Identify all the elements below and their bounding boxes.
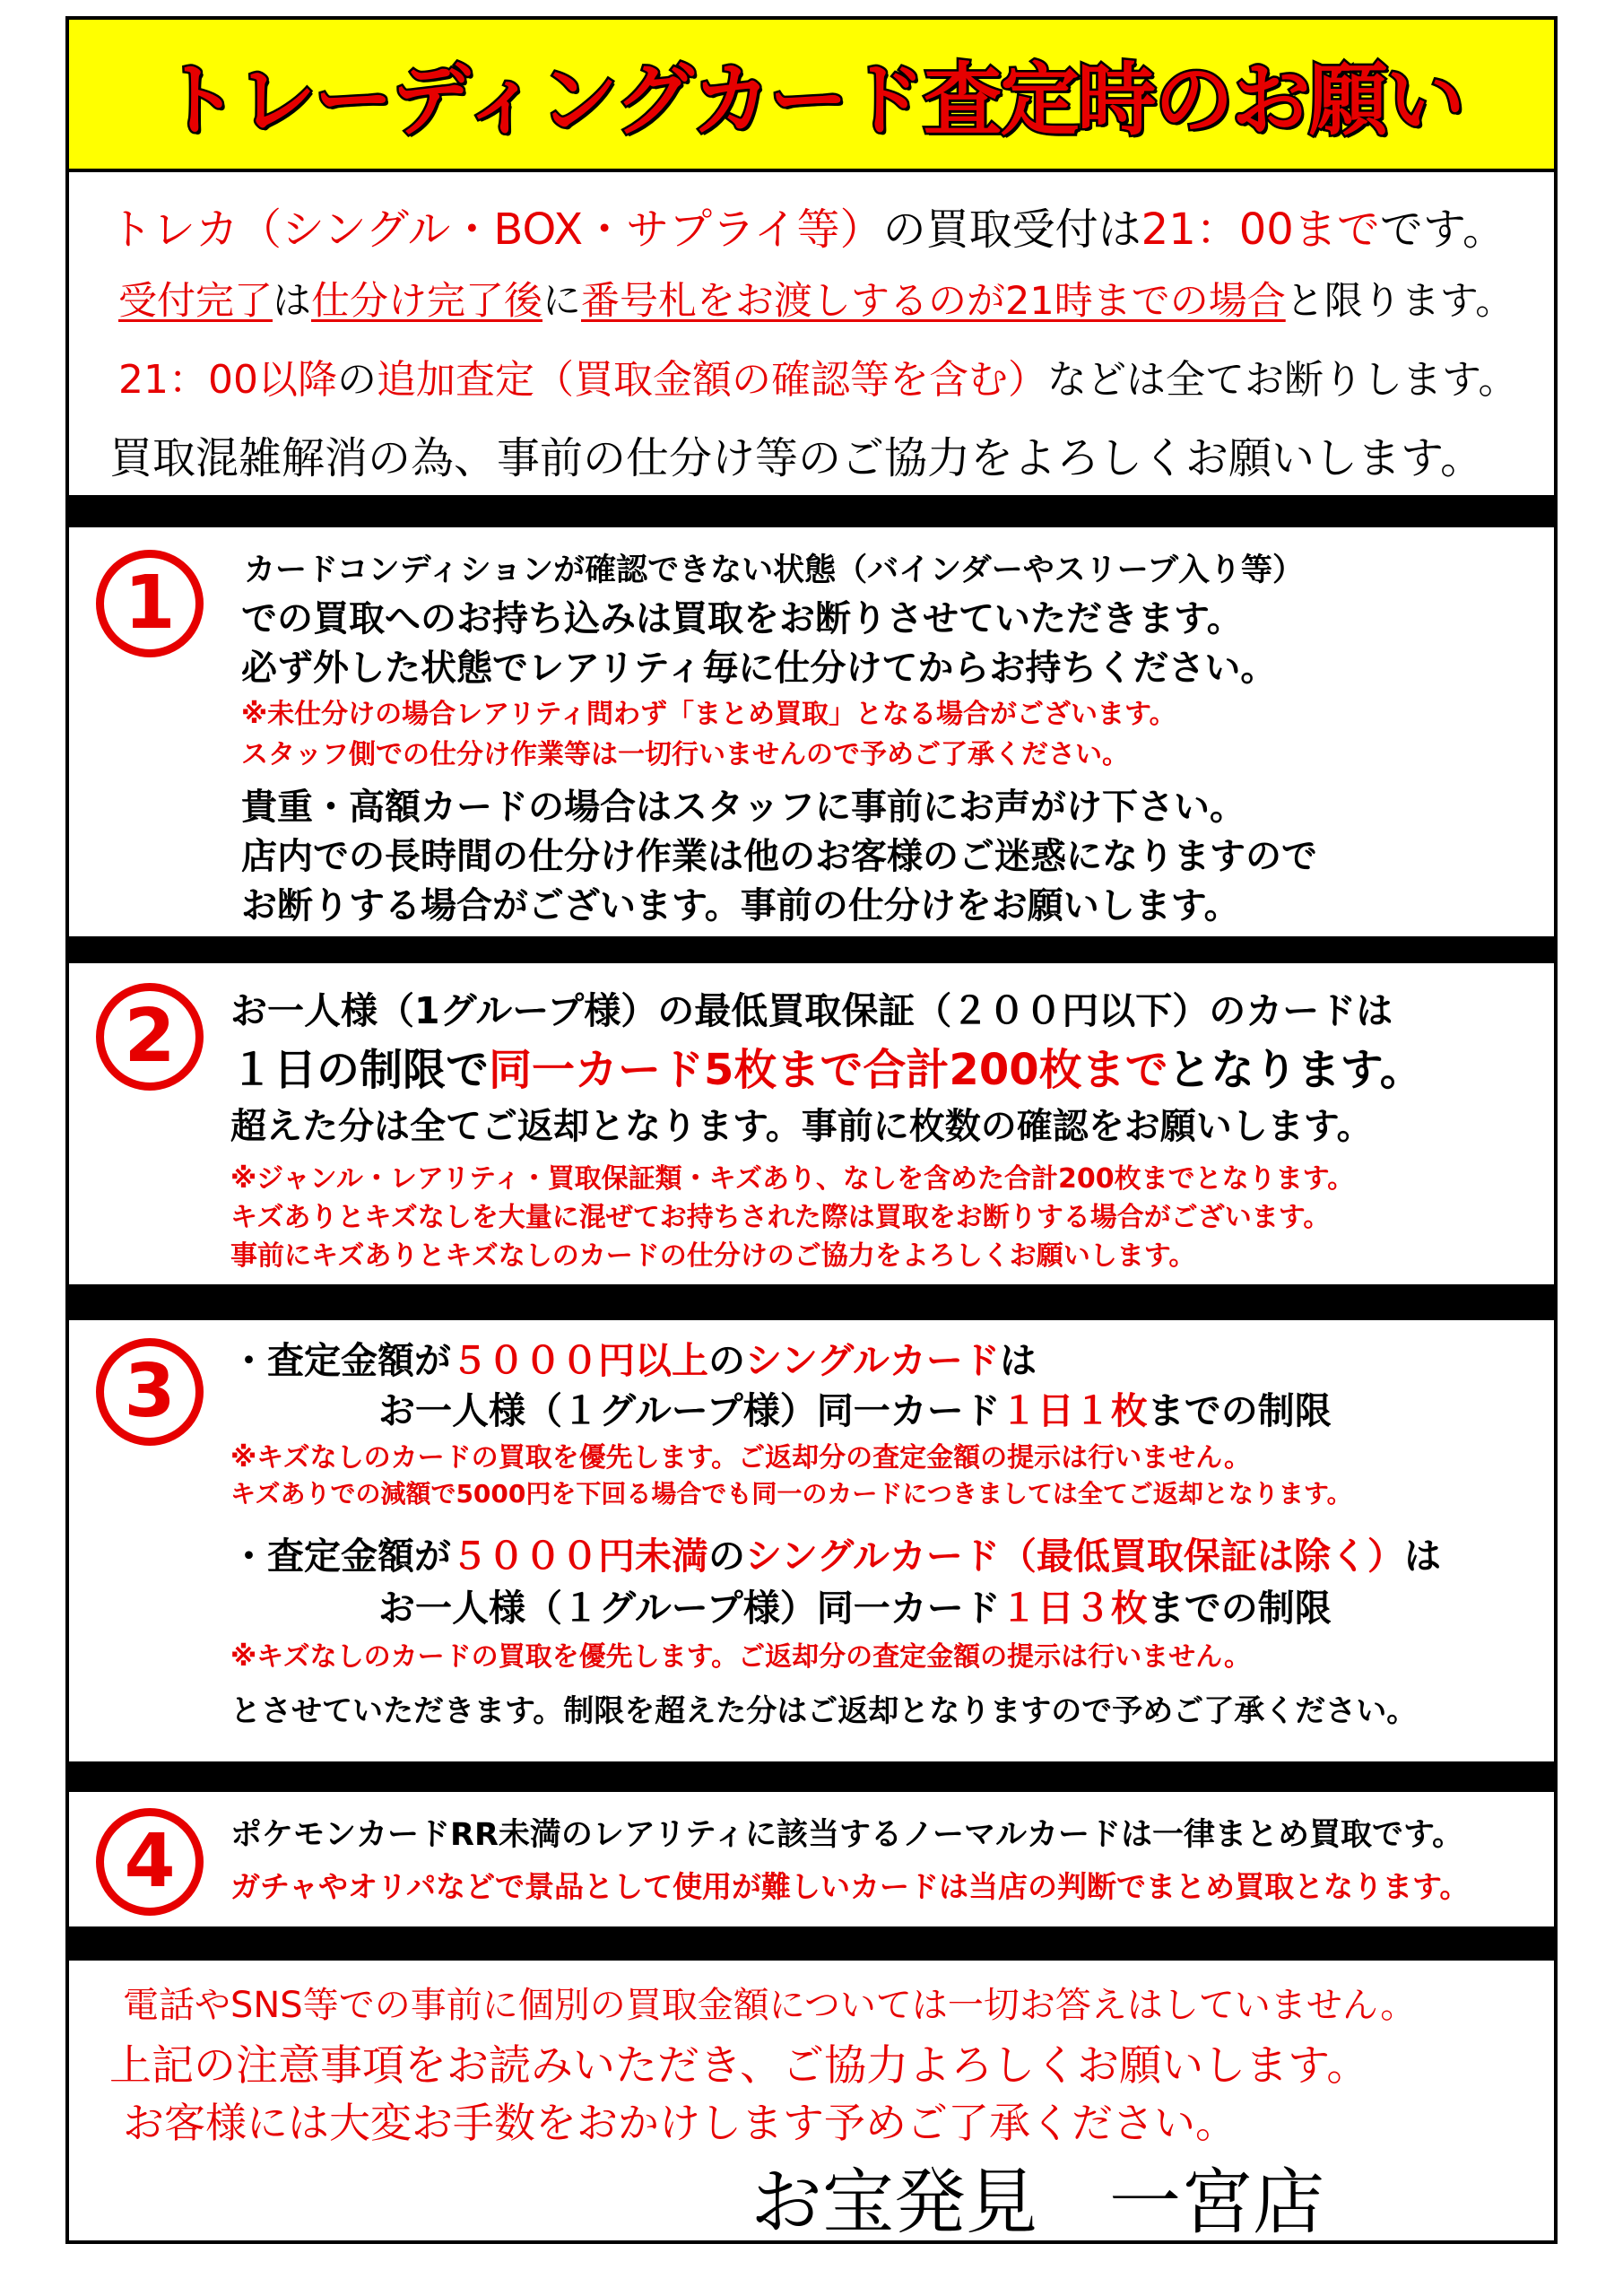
section-4 bbox=[69, 1792, 1554, 1926]
section-3-a-1-c: の bbox=[708, 1339, 745, 1382]
divider-bar bbox=[69, 1284, 1554, 1320]
section-3-a-1-b: ５０００円以上 bbox=[451, 1339, 708, 1382]
section-1-number: 1 bbox=[96, 550, 204, 657]
section-2-line-1: お一人様（1グループ様）の最低買取保証（２００円以下）のカードは bbox=[230, 989, 1393, 1032]
section-2-number: 2 bbox=[96, 983, 204, 1091]
section-3-a-note-2: キズありでの減額で5000円を下回る場合でも同一のカードにつきましては全てご返却となります。 bbox=[230, 1479, 1352, 1509]
section-2-note-1: ※ジャンル・レアリティ・買取保証類・キズあり、なしを含めた合計200枚までとなります。 bbox=[230, 1163, 1355, 1195]
section-3-b-line-1 bbox=[230, 1526, 1441, 1579]
intro-line-2-b: は bbox=[273, 279, 311, 324]
section-3-b-1-c: の bbox=[708, 1535, 745, 1578]
section-3-a-note-1: ※キズなしのカードの買取を優先します。ご返却分の査定金額の提示は行いません。 bbox=[230, 1442, 1251, 1474]
section-1-line-4: 貴重・高額カードの場合はスタッフに事前にお声がけ下さい。 bbox=[241, 787, 1245, 828]
section-3-b-1-d: シングルカード（最低買取保証は除く） bbox=[745, 1535, 1404, 1578]
section-1-line-1: カードコンディションが確認できない状態（バインダーやスリーブ入り等） bbox=[244, 552, 1304, 588]
section-3-b-1-b: ５０００円未満 bbox=[451, 1535, 708, 1578]
section-1 bbox=[69, 527, 1554, 936]
section-3-a-1-e: は bbox=[999, 1339, 1037, 1382]
intro-line-1-c: 21：00まで bbox=[1141, 204, 1380, 255]
intro-section bbox=[69, 172, 1554, 495]
footer-line-2: 上記の注意事項をお読みいただき、ご協力よろしくお願いします。 bbox=[109, 2041, 1369, 2091]
intro-line-1 bbox=[109, 195, 1506, 257]
section-3-b-2-b: １日３枚 bbox=[1000, 1587, 1148, 1630]
section-2-note-2: キズありとキズなしを大量に混ぜてお持ちされた際は買取をお断りする場合がございます。 bbox=[230, 1202, 1331, 1233]
section-3-b-2-c: までの制限 bbox=[1147, 1587, 1332, 1630]
section-2-line-2-c: となります。 bbox=[1167, 1045, 1423, 1095]
intro-line-2-c: 仕分け完了後 bbox=[311, 279, 542, 324]
section-3-number: 3 bbox=[96, 1338, 204, 1446]
store-name: お宝発見 一宮店 bbox=[751, 2161, 1324, 2244]
intro-line-3 bbox=[118, 347, 1517, 404]
section-4-number: 4 bbox=[96, 1808, 204, 1916]
section-3-a-1-a: ・査定金額が bbox=[230, 1339, 451, 1382]
footer-line-1: 電話やSNS等での事前に個別の買取金額については一切お答えはしていません。 bbox=[123, 1985, 1417, 2026]
intro-line-2 bbox=[118, 271, 1514, 326]
section-2-limit-highlight: 同一カード5枚まで合計200枚まで bbox=[489, 1045, 1168, 1095]
intro-line-3-c: 追加査定（買取金額の確認等を含む） bbox=[376, 357, 1047, 403]
intro-line-2-d: に bbox=[542, 279, 581, 324]
section-3-b-1-e: は bbox=[1403, 1535, 1441, 1578]
section-3-a-1-d: シングルカード bbox=[745, 1339, 1000, 1382]
intro-line-2-e: 番号札をお渡しするのが21時までの場合 bbox=[581, 279, 1286, 324]
section-4-line-1: ポケモンカードRR未満のレアリティに該当するノーマルカードは一律まとめ買取です。 bbox=[230, 1817, 1464, 1853]
notice-frame bbox=[65, 16, 1558, 2244]
intro-line-2-a: 受付完了 bbox=[118, 279, 273, 324]
divider-bar bbox=[69, 1761, 1554, 1792]
section-3-b-note-1: ※キズなしのカードの買取を優先します。ご返却分の査定金額の提示は行いません。 bbox=[230, 1641, 1251, 1673]
intro-line-1-a: トレカ（シングル・BOX・サプライ等） bbox=[109, 204, 883, 255]
intro-line-2-f: と限ります。 bbox=[1285, 279, 1515, 324]
section-2-line-2-a: １日の制限で bbox=[230, 1045, 490, 1095]
section-3-end: とさせていただきます。制限を超えた分はご返却となりますので予めご了承ください。 bbox=[230, 1693, 1418, 1729]
section-1-note-2: スタッフ側での仕分け作業等は一切行いませんので予めご了承ください。 bbox=[241, 739, 1129, 770]
intro-line-1-b: の買取受付は bbox=[882, 204, 1141, 255]
section-3-a-2-b: １日１枚 bbox=[1000, 1389, 1148, 1432]
section-4-line-2: ガチャやオリパなどで景品として使用が難しいカードは当店の判断でまとめ買取となります。 bbox=[230, 1869, 1470, 1904]
intro-line-3-b: の bbox=[336, 357, 377, 403]
section-2-line-3: 超えた分は全てご返却となります。事前に枚数の確認をお願いします。 bbox=[230, 1106, 1373, 1147]
intro-line-4: 買取混雑解消の為、事前の仕分け等のご協力をよろしくお願いします。 bbox=[109, 433, 1484, 483]
divider-bar bbox=[69, 936, 1554, 963]
intro-line-1-d: です。 bbox=[1379, 204, 1506, 255]
footer-line-3: お客様には大変お手数をおかけします予めご了承ください。 bbox=[123, 2099, 1237, 2147]
section-1-line-5: 店内での長時間の仕分け作業は他のお客様のご迷惑になりますので bbox=[241, 836, 1317, 877]
section-1-line-6: お断りする場合がございます。事前の仕分けをお願いします。 bbox=[241, 885, 1240, 926]
section-3-a-line-1 bbox=[230, 1331, 1037, 1384]
title-band bbox=[69, 20, 1554, 172]
section-3-a-2-a: お一人様（１グループ様）同一カード bbox=[378, 1389, 1001, 1432]
intro-line-3-a: 21：00以降 bbox=[118, 357, 337, 403]
section-1-line-3: 必ず外した状態でレアリティ毎に仕分けてからお持ちください。 bbox=[241, 648, 1277, 689]
section-2 bbox=[69, 963, 1554, 1284]
divider-bar bbox=[69, 495, 1554, 527]
section-1-note-1: ※未仕分けの場合レアリティ問わず「まとめ買取」となる場合がございます。 bbox=[241, 699, 1176, 730]
section-2-note-3: 事前にキズありとキズなしのカードの仕分けのご協力をよろしくお願いします。 bbox=[230, 1240, 1196, 1272]
intro-line-3-d: などは全てお断りします。 bbox=[1046, 357, 1518, 403]
section-3-b-1-a: ・査定金額が bbox=[230, 1535, 451, 1578]
page-title: トレーディングカード査定時のお願い bbox=[160, 54, 1463, 146]
section-3-b-line-2 bbox=[378, 1578, 1332, 1631]
section-3-b-2-a: お一人様（１グループ様）同一カード bbox=[378, 1587, 1001, 1630]
divider-bar bbox=[69, 1926, 1554, 1961]
section-1-line-2: での買取へのお持ち込みは買取をお断りさせていただきます。 bbox=[241, 598, 1243, 639]
section-3 bbox=[69, 1320, 1554, 1761]
section-3-a-line-2 bbox=[378, 1381, 1332, 1434]
section-2-line-2 bbox=[230, 1035, 1423, 1097]
section-3-a-2-c: までの制限 bbox=[1147, 1389, 1332, 1432]
footer-section bbox=[69, 1961, 1554, 2244]
